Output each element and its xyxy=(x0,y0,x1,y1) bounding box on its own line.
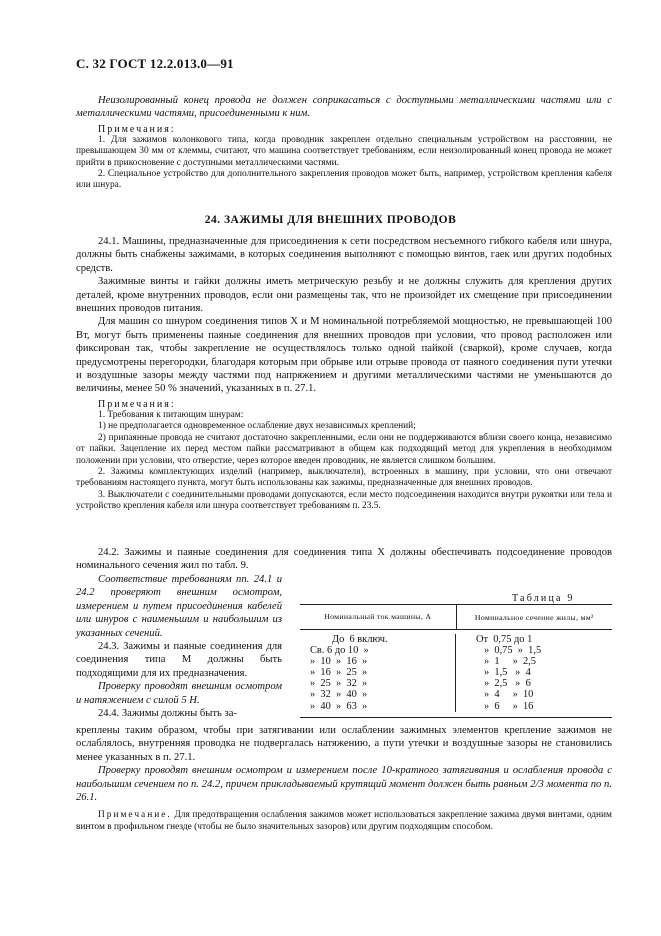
paragraph-24-1: 24.1. Машины, предназначенные для присоединения к сети посредством несъемного гибкого кабеля или шнура, должны быть снабжены зажимами, в которых соединения выполняют с помощью винтов, гаек или других подобных средств. xyxy=(76,236,612,274)
table-cell: » 40 » 63 » xyxy=(310,700,368,712)
table-cell: » 32 » 40 » xyxy=(310,689,368,701)
notes2-title: Примечания: xyxy=(98,398,176,410)
check-paragraph-2: Проверку проводят внешним осмотром и натяжением с силой 5 Н. xyxy=(76,681,282,706)
table-cell: » 25 » 32 » xyxy=(310,678,368,690)
table-body xyxy=(300,630,612,718)
notes1-item-2: 2. Специальное устройство для дополнительного закрепления проводов может быть, например, устройством крепления кабеля или шнура. xyxy=(76,169,612,191)
table-cell: » 2,5 » 6 xyxy=(484,678,531,690)
paragraph-24-4-start: 24.4. Зажимы должны быть за- xyxy=(98,708,237,720)
final-note-text: Для предотвращения ослабления зажимов может использоваться закрепление зажима двумя винтами, одним винтом в профильном гнезде (чтобы не было значительных зазоров) или другим подходящим способом. xyxy=(76,810,612,832)
table-9 xyxy=(300,604,612,718)
table-header-current: Номинальный ток машины, А xyxy=(300,605,457,629)
paragraph-24-2: 24.2. Зажимы и паяные соединения для соединения типа X должны обеспечивать подсоединение проводов номинального сечения жил по табл. 9. xyxy=(76,547,612,572)
notes2-item-2: 1) не предполагается одновременное ослабление двух независимых креплений; xyxy=(98,421,416,432)
table-cell: » 6 » 16 xyxy=(484,700,534,712)
notes2-item-4: 2. Зажимы комплектующих изделий (например, выключателя), встроенных в машину, при условии, что они отвечают требованиям настоящего пункта, могут быть использованы как зажимы, предназначенные для внешних проводов. xyxy=(76,466,612,489)
top-italic-block xyxy=(76,94,612,192)
notes2-item-3: 2) припаянные провода не считают достаточно закрепленными, если они не поддерживаются вблизи своего конца, независимо от пайки. Зацепление их перед местом пайки рассматривают в общем как подходящий метод для укрепления в необходимом положении при условии, что отверстие, через которое введен проводник, не является слишком большим. xyxy=(76,432,612,466)
page-header: С. 32 ГОСТ 12.2.013.0—91 xyxy=(76,56,234,71)
paragraph-24-2-block xyxy=(76,546,612,573)
table-cell: » 4 » 10 xyxy=(484,689,534,701)
notes1-item-1: 1. Для зажимов колонкового типа, когда проводник закреплен отдельно специальным устройством на расстоянии, не превышающем 30 мм от клеммы, считают, что машина соответствует требованиям, если неизолированный конец провода не может прийти в прикосновение с доступными металлическими частями. xyxy=(76,134,612,168)
notes1-title: Примечания: xyxy=(98,123,176,135)
paragraph-screws: Зажимные винты и гайки должны иметь метрическую резьбу и не должны служить для крепления других деталей, кроме внутренних проводов, если они размещены так, что не произойдет их смещение при присоединении внешних проводов питания. xyxy=(76,276,612,315)
main-text-block xyxy=(76,235,612,513)
final-note-title: Примечание. xyxy=(98,810,172,821)
table-cell: » 10 » 16 » xyxy=(310,656,368,668)
paragraph-solder: Для машин со шнуром соединения типов X и M номинальной потребляемой мощностью, не превышающей 100 Вт, могут быть применены паяные соединения для внешних проводов при условии, что провод расположен или фиксирован так, чтобы закрепление не осуществлялось только одной пайкой (сваркой), кроме случаев, когда предусмотрены перегородки, благодаря которым при обрыве или отрыве провода от паяного соединения пути утечки и воздушные зазоры между частями под напряжением и другими металлическими частями не уменьшаются до величины, менее 50 % значений, указанных в п. 27.1. xyxy=(76,316,612,395)
table-caption: Таблица 9 xyxy=(512,593,575,604)
bottom-text-block xyxy=(76,724,612,833)
table-column-current xyxy=(300,634,456,712)
paragraph-24-3: 24.3. Зажимы и паяные соединения для соединения типа M должны быть подходящими для их предназначения. xyxy=(76,641,282,679)
table-cell: От 0,75 до 1 xyxy=(476,634,533,645)
table-cell: » 16 » 25 » xyxy=(310,667,368,679)
table-column-section xyxy=(456,634,612,712)
table-cell: » 0,75 » 1,5 xyxy=(484,645,542,657)
notes2-item-5: 3. Выключатели с соединительными проводами допускаются, если место подсоединения находится внутри рукоятки или тела и устройство крепления кабеля или шнура соответствует требованиям п. 23.5. xyxy=(76,489,612,512)
table-header-row xyxy=(300,604,612,630)
table-cell: До 6 включ. xyxy=(332,634,388,645)
left-column xyxy=(76,573,282,720)
final-note xyxy=(76,810,612,833)
table-cell: Св. 6 до 10 » xyxy=(310,645,369,657)
table-header-section: Номинальное сечение жилы, мм² xyxy=(474,612,594,622)
check-paragraph-1: Соответствие требованиям пп. 24.1 и 24.2 проверяют внешним осмотром, измерением и путем присоединения кабелей или шнуров с наименьшим и наибольшим из указанных сечений. xyxy=(76,574,282,639)
check-paragraph-3: Проверку проводят внешним осмотром и измерением после 10-кратного затягивания и ослабления провода с наибольшим сечением по п. 24.2, причем прикладываемый крутящий момент должен быть равным 2/3 момента по п. 26.1. xyxy=(76,765,612,804)
table-cell: » 1,5 » 4 xyxy=(484,667,531,679)
section-heading: 24. ЗАЖИМЫ ДЛЯ ВНЕШНИХ ПРОВОДОВ xyxy=(204,214,457,226)
paragraph-24-4-rest: креплены таким образом, чтобы при затягивании или ослаблении зажимных элементов крепление зажимов не ослаблялось, внутренняя проводка не подвергалась натяжению, а пути утечки и воздушные зазоры не становились менее указанных в п. 27.1. xyxy=(76,725,612,763)
table-cell: » 1 » 2,5 xyxy=(484,656,536,668)
notes2-item-1: 1. Требования к питающим шнурам: xyxy=(98,409,244,420)
top-italic-paragraph: Неизолированный конец провода не должен соприкасаться с доступными металлическими частями или с металлическими частями, присоединенными к ним. xyxy=(76,95,612,120)
